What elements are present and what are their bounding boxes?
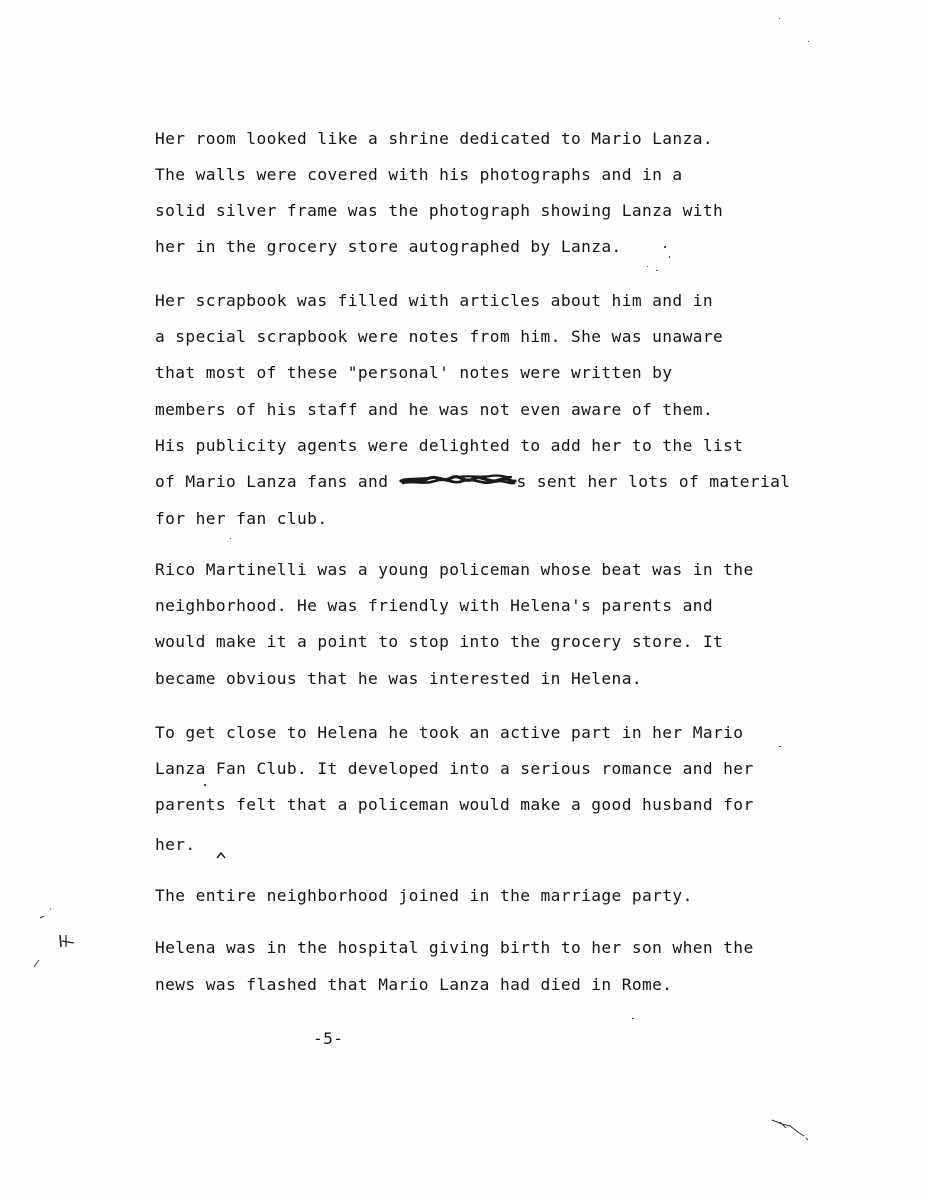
text-line: solid silver frame was the photograph showing Lanza with — [155, 201, 724, 220]
margin-scribble-mark — [30, 905, 90, 975]
text-line: The entire neighborhood joined in the marriage party. — [155, 886, 693, 905]
scan-speck — [808, 41, 809, 42]
text-line: To get close to Helena he took an active part in her Mario — [155, 723, 744, 742]
caret-mark — [215, 850, 227, 860]
text-line: became obvious that he was interested in Helena. — [155, 669, 642, 688]
text-line: neighborhood. He was friendly with Helena's parents and — [155, 596, 714, 615]
text-line: members of his staff and he was not even aware of them. — [155, 400, 714, 419]
text-line: news was flashed that Mario Lanza had died in Rome. — [155, 975, 673, 994]
scan-speck — [779, 18, 780, 19]
corner-scan-mark — [768, 1114, 812, 1144]
scan-speck — [669, 256, 670, 258]
scan-speck — [664, 246, 666, 248]
text-line: Her room looked like a shrine dedicated to Mario Lanza. — [155, 129, 714, 148]
text-line: for her fan club. — [155, 509, 328, 528]
scan-speck — [230, 538, 231, 539]
text-line: would make it a point to stop into the grocery store. It — [155, 632, 724, 651]
scribbled-out-text — [399, 474, 517, 488]
text-line-with-strikeout — [155, 472, 790, 492]
text-line: The walls were covered with his photographs and in a — [155, 165, 683, 184]
text-line: her. — [155, 835, 196, 854]
scribble-mark — [399, 472, 517, 490]
text-line: Her scrapbook was filled with articles about him and in — [155, 291, 714, 310]
scan-speck — [656, 270, 658, 271]
scan-speck — [204, 784, 206, 786]
scan-speck — [779, 746, 781, 747]
text-line: her in the grocery store autographed by Lanza. — [155, 237, 622, 256]
text-segment: of Mario Lanza fans and — [155, 472, 399, 491]
text-line: a special scrapbook were notes from him. She was unaware — [155, 327, 724, 346]
text-line: Helena was in the hospital giving birth to her son when the — [155, 938, 754, 957]
text-line: parents felt that a policeman would make a good husband for — [155, 795, 754, 814]
scan-speck — [632, 1018, 634, 1019]
text-segment: s sent her lots of material — [516, 472, 791, 491]
scan-speck — [647, 266, 648, 267]
text-line: that most of these "personal' notes were written by — [155, 363, 673, 382]
text-line: Rico Martinelli was a young policeman whose beat was in the — [155, 560, 754, 579]
text-line: His publicity agents were delighted to add her to the list — [155, 436, 744, 455]
page-number: -5- — [313, 1029, 344, 1048]
text-line: Lanza Fan Club. It developed into a serious romance and her — [155, 759, 754, 778]
